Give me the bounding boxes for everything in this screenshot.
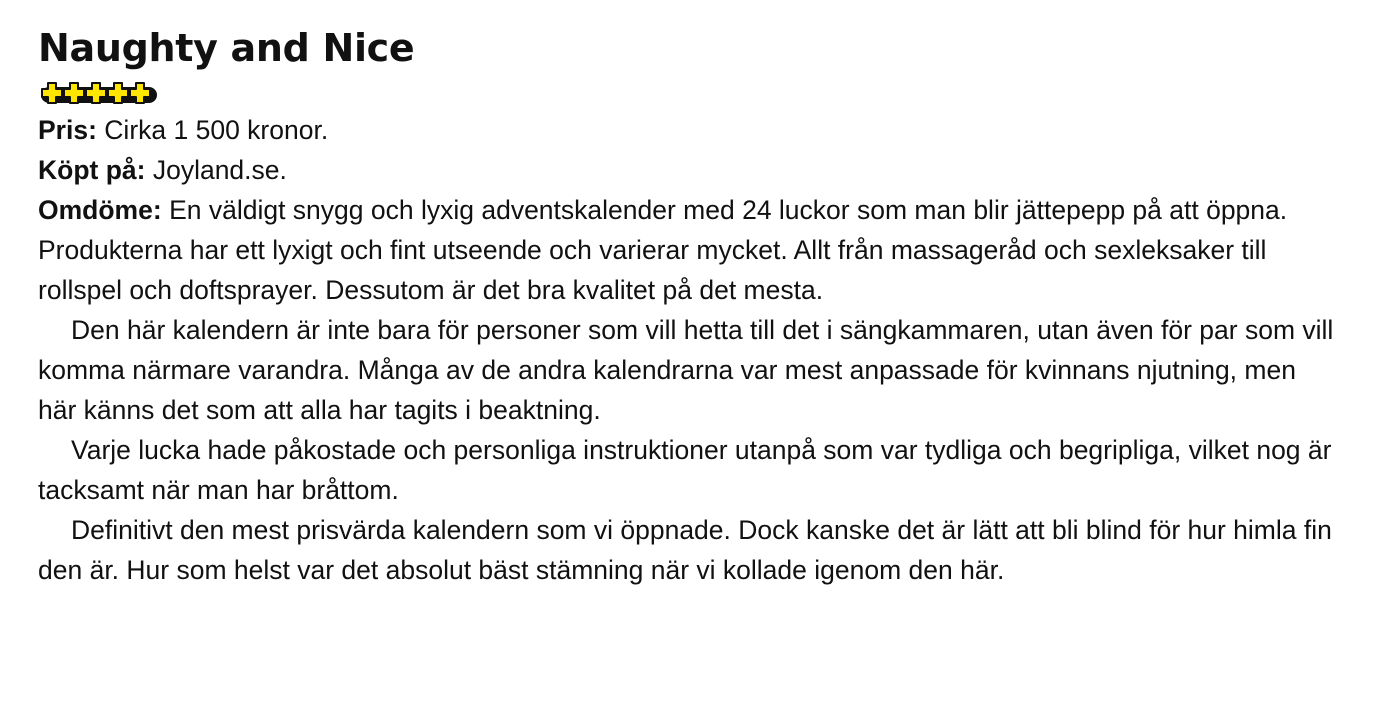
rating-stars bbox=[38, 80, 1338, 108]
bought-label: Köpt på: bbox=[38, 155, 146, 185]
paragraph-4: Definitivt den mest prisvärda kalendern som vi öppnade. Dock kanske det är lätt att bli blind för hur himla fin den är. Hur som helst var det absolut bäst stämning när vi kollade igenom den här. bbox=[38, 515, 1332, 585]
verdict-label: Omdöme: bbox=[38, 195, 162, 225]
review-article bbox=[38, 22, 1338, 590]
bought-value: Joyland.se. bbox=[152, 155, 287, 185]
price-line bbox=[38, 110, 1338, 150]
price-label: Pris: bbox=[38, 115, 97, 145]
bought-line bbox=[38, 150, 1338, 190]
review-title: Naughty and Nice bbox=[38, 26, 415, 70]
paragraph-2: Den här kalendern är inte bara för personer som vill hetta till det i sängkammaren, utan även för par som vill komma närmare varandra. Många av de andra kalendrarna var mest anpassade för kvinnans njutning, men här känns det som att alla har tagits i beaktning. bbox=[38, 315, 1334, 425]
verdict-paragraph bbox=[38, 190, 1338, 310]
paragraph-1: En väldigt snygg och lyxig adventskalender med 24 luckor som man blir jättepepp på att öppna. Produkterna har ett lyxigt och fint utseende och varierar mycket. Allt från massageråd och sexleksaker till rollspel och doftsprayer. Dessutom är det bra kvalitet på det mesta. bbox=[38, 195, 1288, 305]
paragraph-3: Varje lucka hade påkostade och personliga instruktioner utanpå som var tydliga och begripliga, vilket nog är tacksamt när man har bråttom. bbox=[38, 435, 1332, 505]
review-body bbox=[38, 110, 1338, 590]
rating-plus-icons bbox=[38, 80, 178, 108]
price-value: Cirka 1 500 kronor. bbox=[104, 115, 329, 145]
